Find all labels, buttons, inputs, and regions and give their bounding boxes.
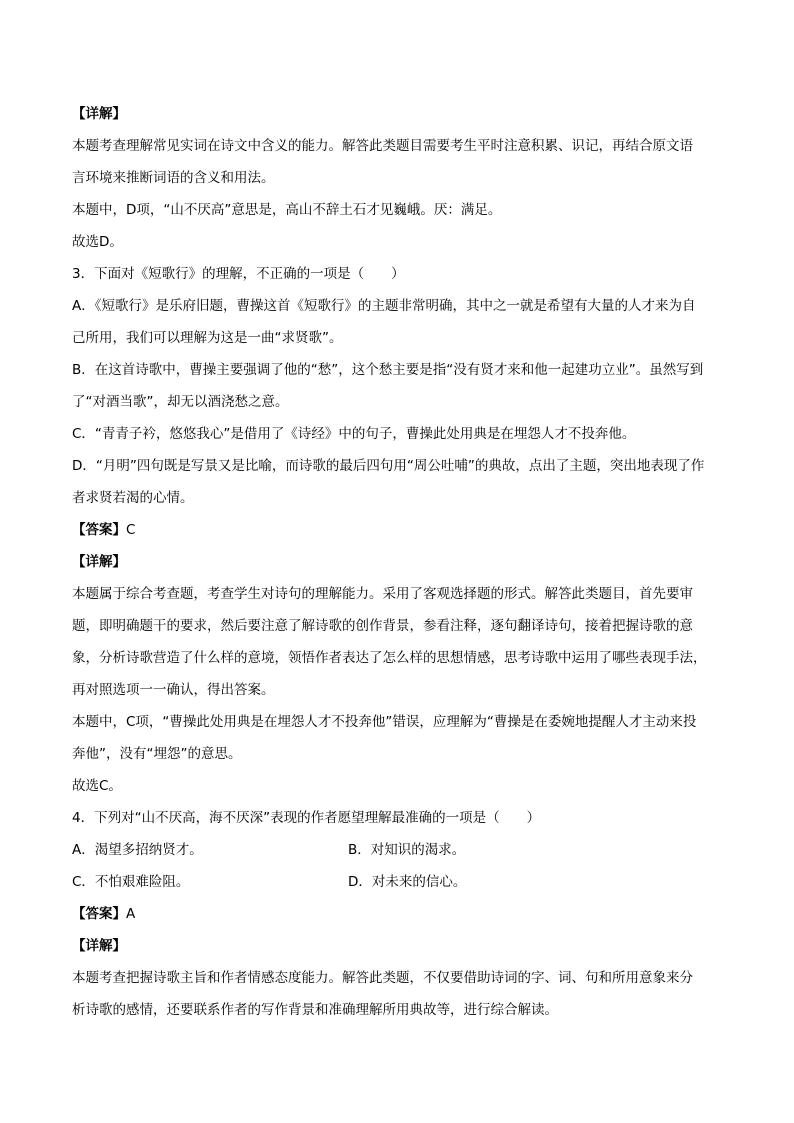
q4-answer-value: A xyxy=(126,906,136,922)
q3-detail-line: 本题中，C项，“曹操此处用典是在埋怨人才不投奔他”错误，应理解为“曹操是在委婉地提醒人才主动来投 xyxy=(72,714,697,730)
q4-stem: 4．下列对“山不厌高，海不厌深”表现的作者愿望理解最准确的一项是（ ） xyxy=(72,810,541,826)
q3-option-line: D．“月明”四句既是写景又是比喻，而诗歌的最后四句用“周公吐哺”的典故，点出了主题，突出地表现了作 xyxy=(72,458,705,474)
q3-detail-line: 再对照选项一一确认，得出答案。 xyxy=(72,682,275,698)
q3-detail-line: 题，即明确题干的要求，然后要注意了解诗歌的创作背景，参看注释，逐句翻译诗句，接着把握诗歌的意 xyxy=(72,618,693,634)
q2-detail-line: 故选D。 xyxy=(72,234,123,250)
q4-answer xyxy=(72,904,135,924)
q4-option-d: D．对未来的信心。 xyxy=(348,874,467,890)
q3-stem: 3．下面对《短歌行》的理解，不正确的一项是（ ） xyxy=(72,266,405,282)
q4-answer-label: 【答案】 xyxy=(72,906,126,922)
q2-detail-line: 言环境来推断词语的含义和用法。 xyxy=(72,170,275,186)
q3-answer-value: C xyxy=(126,522,136,538)
q4-option-c: C．不怕艰难险阻。 xyxy=(72,874,190,890)
q3-detail-line: 象，分析诗歌营造了什么样的意境，领悟作者表达了怎么样的思想情感，思考诗歌中运用了哪些表现手法， xyxy=(72,650,707,666)
q4-detail-label: 【详解】 xyxy=(72,938,126,954)
q3-answer xyxy=(72,520,135,540)
q3-option-line: A．《短歌行》是乐府旧题，曹操这首《短歌行》的主题非常明确，其中之一就是希望有大量的人才来为自 xyxy=(72,298,696,314)
q4-option-a: A．渴望多招纳贤才。 xyxy=(72,842,203,858)
q2-detail-line: 本题考查理解常见实词在诗文中含义的能力。解答此类题目需要考生平时注意积累、识记，再结合原文语 xyxy=(72,138,693,154)
q3-option-line: 了“对酒当歌”，却无以酒浇愁之意。 xyxy=(72,394,289,410)
q2-detail-label: 【详解】 xyxy=(72,106,126,122)
q4-option-b: B．对知识的渴求。 xyxy=(348,842,466,858)
q3-detail-label: 【详解】 xyxy=(72,554,126,570)
q3-detail-line: 奔他”，没有“埋怨”的意思。 xyxy=(72,746,242,762)
q4-detail-line: 本题考查把握诗歌主旨和作者情感态度能力。解答此类题，不仅要借助诗词的字、词、句和所用意象来分 xyxy=(72,970,693,986)
q4-detail-line: 析诗歌的感情，还要联系作者的写作背景和准确理解所用典故等，进行综合解读。 xyxy=(72,1002,558,1018)
q3-detail-line: 故选C。 xyxy=(72,778,122,794)
q3-answer-label: 【答案】 xyxy=(72,522,126,538)
q3-option-line: B．在这首诗歌中，曹操主要强调了他的“愁”，这个愁主要是指“没有贤才来和他一起建功立业”。虽然写到 xyxy=(72,362,704,378)
q3-option-line: C．“青青子衿，悠悠我心”是借用了《诗经》中的句子，曹操此处用典是在埋怨人才不投奔他。 xyxy=(72,426,636,442)
q3-option-line: 己所用，我们可以理解为这是一曲“求贤歌”。 xyxy=(72,330,343,346)
q2-detail-line: 本题中，D项，“山不厌高”意思是，高山不辞土石才见巍峨。厌：满足。 xyxy=(72,202,502,218)
q3-detail-line: 本题属于综合考查题，考查学生对诗句的理解能力。采用了客观选择题的形式。解答此类题目，首先要审 xyxy=(72,586,693,602)
q3-option-line: 者求贤若渴的心情。 xyxy=(72,490,194,506)
